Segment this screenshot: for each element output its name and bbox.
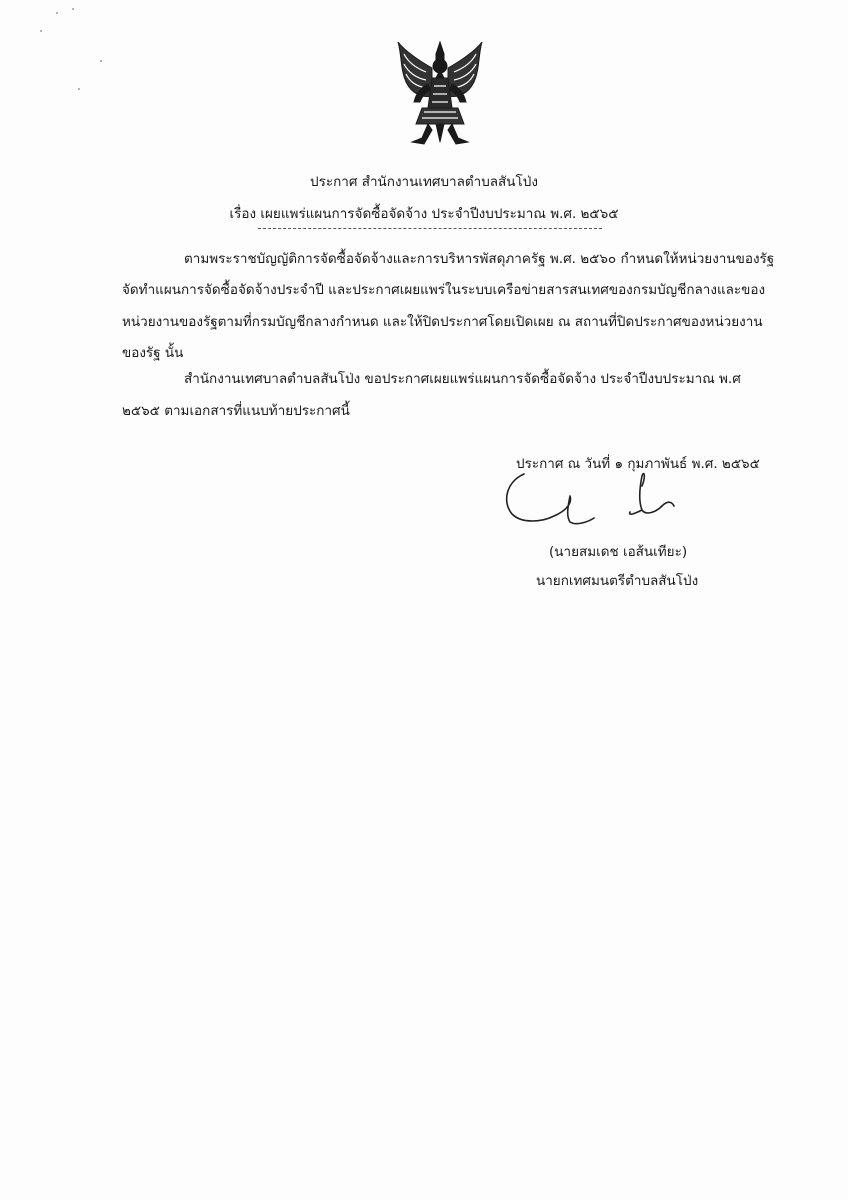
- scan-speck: [78, 88, 80, 90]
- heading-divider: [258, 228, 602, 229]
- signatory-position: นายกเทศมนตรีตำบลสันโป่ง: [536, 573, 699, 589]
- handwritten-signature: [496, 466, 696, 532]
- paragraph-1-line-4: ของรัฐ นั้น: [122, 345, 184, 361]
- paragraph-1-line-1: ตามพระราชบัญญัติการจัดซื้อจัดจ้างและการบริหารพัสดุภาครัฐ พ.ศ. ๒๕๖๐ กำหนดให้หน่วยงานของรัฐ: [184, 251, 775, 267]
- announcement-date: ประกาศ ณ วันที่ ๑ กุมภาพันธ์ พ.ศ. ๒๕๖๕: [516, 456, 760, 472]
- announcement-heading: ประกาศ สำนักงานเทศบาลตำบลสันโป่ง: [310, 174, 538, 190]
- announcement-subject: เรื่อง เผยแพร่แผนการจัดซื้อจัดจ้าง ประจำปีงบประมาณ พ.ศ. ๒๕๖๕: [229, 206, 619, 222]
- signatory-name: (นายสมเดช เอส้นเทียะ): [549, 544, 688, 560]
- paragraph-1-line-3: หน่วยงานของรัฐตามที่กรมบัญชีกลางกำหนด และให้ปิดประกาศโดยเปิดเผย ณ สถานที่ปิดประกาศของหน่วยงาน: [122, 314, 763, 330]
- paragraph-2-line-1: สำนักงานเทศบาลตำบลสันโป่ง ขอประกาศเผยแพร่แผนการจัดซื้อจัดจ้าง ประจำปีงบประมาณ พ.ศ: [184, 371, 741, 387]
- scan-speck: [40, 30, 42, 32]
- scan-speck: [72, 8, 74, 10]
- scan-speck: [100, 60, 102, 62]
- paragraph-1-line-2: จัดทำแผนการจัดซื้อจัดจ้างประจำปี และประกาศเผยแพร่ในระบบเครือข่ายสารสนเทศของกรมบัญชีกลางและของ: [122, 282, 766, 298]
- paragraph-2-line-2: ๒๕๖๕ ตามเอกสารที่แนบท้ายประกาศนี้: [122, 403, 350, 419]
- scan-speck: [56, 12, 58, 14]
- garuda-emblem-icon: [392, 38, 488, 146]
